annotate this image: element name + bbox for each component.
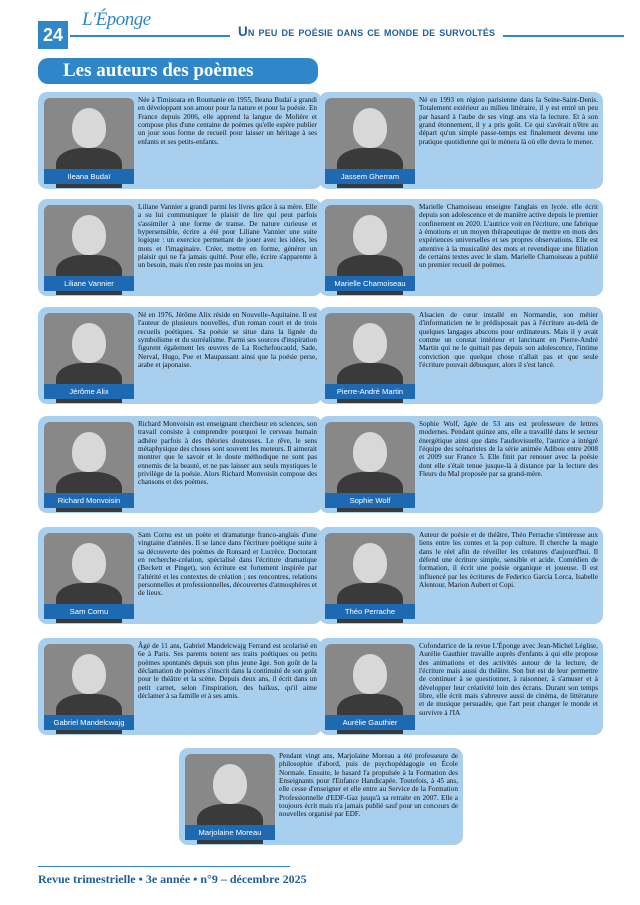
author-name: Aurélie Gauthier <box>325 715 415 730</box>
author-card <box>38 527 322 624</box>
author-photo <box>44 422 134 508</box>
footer-rule <box>38 866 290 867</box>
author-bio: Alsacien de cœur installé en Normandie, son métier d'informaticien ne le prédisposait pas à l'écriture au-delà de quelques langages abscons pour ordinateurs. Mais il y avait comme un constat intérieur et lancinant en Pierre-André Martin qui ne le quittait pas depuis son adolescence, l'intime conviction que quelque chose n'allait pas et que seule l'écriture pouvait débusquer, alors il s'est lancé. <box>419 311 598 370</box>
author-card <box>319 416 603 513</box>
author-name: Marjolaine Moreau <box>185 825 275 840</box>
author-name: Théo Perrache <box>325 604 415 619</box>
author-photo <box>44 205 134 291</box>
author-photo <box>44 313 134 399</box>
author-photo <box>44 98 134 184</box>
author-card <box>38 92 322 189</box>
author-bio: Sophie Wolf, âgée de 53 ans est professeure de lettres modernes. Pendant quinze ans, elle a travaillé dans le secteur énergétique ainsi que dans l'audiovisuelle, l'autrice a intégré l'équipe des scénaristes de la série animée Adibou entre 2008 et 2009 sur France 5. Elle finit par renouer avec la poésie dont elle s'était tenue jusque-là à distance par la lecture des Fleurs du Mal proposée par sa grand-mère. <box>419 420 598 479</box>
author-photo <box>325 313 415 399</box>
author-photo <box>44 644 134 742</box>
author-name: Jérôme Alix <box>44 384 134 399</box>
author-bio: Âgé de 11 ans, Gabriel Mandelcwajg Ferrand est scolarisé en 6e à Paris. Ses parents notent ses traits poétiques ou petits poèmes spontanés depuis son plus jeune âge. Son goût de la déclamation de poèmes s'inscrit dans la continuité de son goût pour le théâtre et la scène. Depuis deux ans, il écrit dans un petit carnet, selon l'inspiration, des haïkus, qu'il aime déclamer à sa famille et à ses amis. <box>138 642 317 701</box>
author-name: Richard Monvoisin <box>44 493 134 508</box>
author-photo <box>185 754 275 840</box>
author-card <box>38 638 322 742</box>
author-photo <box>325 533 415 619</box>
author-photo <box>44 533 134 619</box>
author-card <box>319 307 603 404</box>
author-bio: Cofondatrice de la revue L'Éponge avec Jean-Michel Léglise, Aurélie Gauthier travaille auprès d'enfants à qui elle propose des animations et des activités autour de la lecture, de l'écriture mais aussi du théâtre. Son but est de leur permettre de continuer à se questionner, à raisonner, à s'amuser et à développer leur créativité loin des écrans. Durant son temps libre, elle écrit mais s'abreuve aussi de cinéma, de littérature et de musique persuadée, que l'art peut changer le monde et survivre à l'IA <box>419 642 598 717</box>
section-title: Les auteurs des poèmes <box>38 58 318 84</box>
author-card <box>319 638 603 735</box>
running-title: Un peu de poésie dans ce monde de survoltés <box>230 24 503 39</box>
author-bio: Née à Timisoara en Roumanie en 1955, Ileana Budaï a grandi en développant son amour pour la nature et pour la poésie. En France depuis 2006, elle apprend la langue de Molière et compose plus d'une centaine de poèmes qu'elle espère publier un jour sous forme de recueil pour laisser un héritage à ses enfants et ses petits-enfants. <box>138 96 317 146</box>
page-number: 24 <box>38 21 68 49</box>
author-name: Pierre-André Martin <box>325 384 415 399</box>
author-bio: Richard Monvoisin est enseignant chercheur en sciences, son travail consiste à comprendre pourquoi le cerveau humain adhère parfois à des théories douteuses. Le rêve, le sens métaphysique des choses sont souvent les moteurs. Il aimerait montrer que le savoir et le doute méthodique ne sont pas ennemis de la beauté, et ne pas laisser aux seuls mystiques le privilège de la poésie. Alors Richard Monvoisin compose des chansons et des poèmes. <box>138 420 317 487</box>
author-bio: Né en 1976, Jérôme Alix réside en Nouvelle-Aquitaine. Il est l'auteur de plusieurs nouvelles, d'un roman court et de trois recueils poétiques. Sa poésie se situe dans la lignée du symbolisme et du surréalisme. Parmi ses sources d'inspiration figurent également les œuvres de La Rochefoucauld, Sade, Nerval, Hugo, Poe et Maupassant ainsi que la poésie perse, arabe et japonaise. <box>138 311 317 370</box>
revue-logo: L'Éponge <box>82 9 151 30</box>
author-card <box>38 416 322 513</box>
author-name: Jassem Gherram <box>325 169 415 184</box>
author-card <box>38 199 322 296</box>
author-card <box>38 307 322 404</box>
author-bio: Marielle Chamoiseau enseigne l'anglais en lycée. elle écrit depuis son adolescence et de manière active depuis le premier confinement en 2020. L'autrice voit en l'écriture, une fabrique à émotions et un moyen thérapeutique de mettre en mots des expériences universelles et ses propres observations. Elle est attentive à la musicalité des mots et revendique une filiation de certains textes avec le slam. Marielle Chamoiseau a publié un premier recueil de poèmes. <box>419 203 598 270</box>
author-name: Gabriel Mandelcwajg Ferrand <box>44 715 134 730</box>
author-bio: Auteur de poésie et de théâtre, Théo Perrache s'intéresse aux liens entre les contes et la pop culture. Il cherche la magie dans le réel afin de réveiller les créatures d'aujourd'hui. Il défend une écriture simple, sensible et acide. Comédien de formation, il écrit une poésie organique et joueuse. Il est influencé par les écritures de Federico García Lorca, Isabelle Alentour, Marion Aubert et Copi. <box>419 531 598 590</box>
author-photo <box>325 644 415 730</box>
author-bio: Pendant vingt ans, Marjolaine Moreau a été professeure de philosophie d'abord, puis de psychopédagogie en École Normale. Ensuite, le hasard l'a propulsée à la Formation des Enseignants pour l'Enfance Handicapée. Toutefois, à 45 ans, elle cesse d'enseigner et elle entre au Service de la Formation Professionnelle d'EDF-Gaz jusqu'à sa retraite en 2007. Elle a toujours écrit mais n'a jamais publié sauf pour un concours de nouvelles organisé par EDF. <box>279 752 458 819</box>
author-name: Sam Cornu <box>44 604 134 619</box>
author-photo <box>325 205 415 291</box>
author-card <box>179 748 463 845</box>
author-card <box>319 199 603 296</box>
author-photo <box>325 98 415 184</box>
author-name: Ileana Budaï <box>44 169 134 184</box>
author-bio: Liliane Vannier a grandi parmi les livres grâce à sa mère. Elle a su lui communiquer le plaisir de lire qui peut parfois s'assimiler à une forme de transe. De nature curieuse et hypersensible, écrire a été pour Liliane Vannier une suite logique : un exercice permettant de jouer avec les idées, les mots et l'imaginaire. Créer, mettre en forme, générer un plaisir qui ne l'a jamais quitté. Pour elle, écrire s'apparente à un besoin, mais n'en reste pas moins un jeu. <box>138 203 317 270</box>
author-name: Sophie Wolf <box>325 493 415 508</box>
page-footer: Revue trimestrielle • 3e année • n°9 – décembre 2025 <box>38 872 307 886</box>
author-card <box>319 527 603 624</box>
author-bio: Né en 1993 en région parisienne dans la Seine-Saint-Denis. Totalement extérieur au milieu littéraire, il y est entré un peu par hasard à l'aube de ses vingt ans via la lecture. Et à son grand étonnement, il y a pris goût. Ce qui s'avérait n'être au départ qu'un simple passe-temps est finalement devenu une pratique quotidienne qui le mènera là où elle devra le mener. <box>419 96 598 146</box>
author-photo <box>325 422 415 508</box>
author-card <box>319 92 603 189</box>
author-name: Marielle Chamoiseau <box>325 276 415 291</box>
author-name: Liliane Vannier <box>44 276 134 291</box>
author-bio: Sam Cornu est un poète et dramaturge franco-anglais d'une vingtaine d'années. Il se lance dans l'écriture poétique suite à sa découverte des poèmes de Ronsard et Lucrèce. Doctorant en recherche-création, spécialisé dans l'écriture dramatique (Beckett et Pinget), son écriture est fortement inspirée par l'altérité et les contextes de création ; ses rencontres, relations personnelles et professionnelles, découvertes d'atmosphères et de lieux. <box>138 531 317 598</box>
